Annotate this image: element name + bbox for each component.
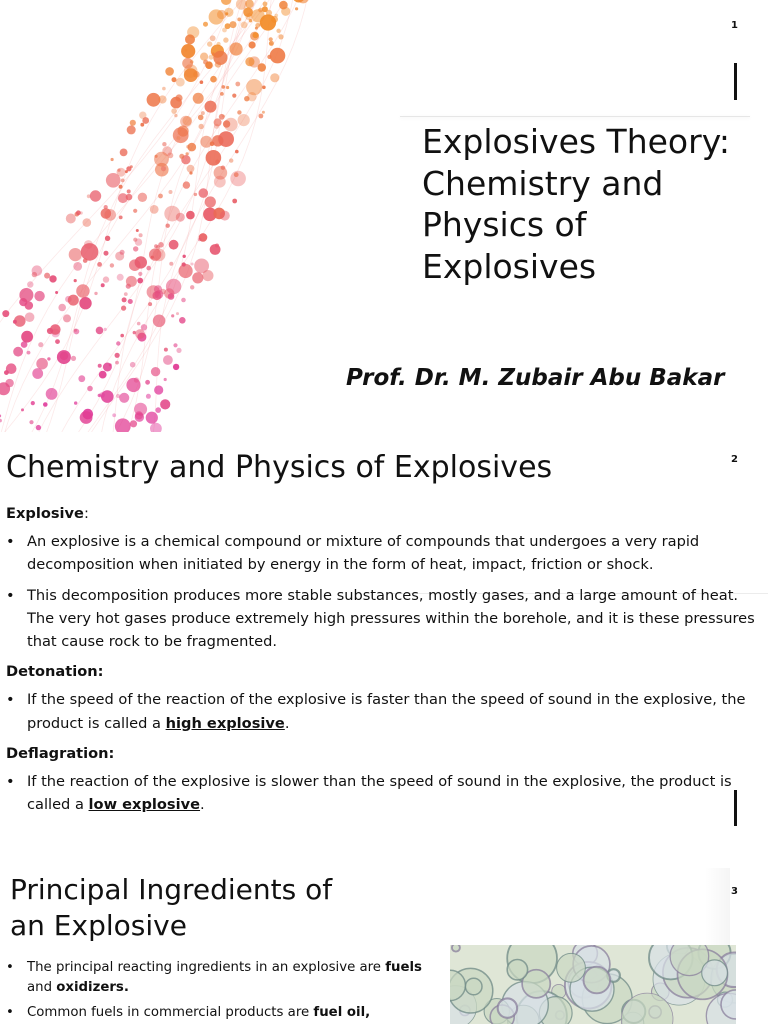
page-number: 2 [731,454,738,465]
art-dot [295,7,298,10]
divider [400,116,750,117]
art-dot [43,402,48,407]
art-dot [193,93,204,104]
art-dot [149,248,161,260]
art-dot [109,363,112,366]
art-dot [169,190,173,194]
art-dot [127,125,136,134]
art-dot [29,420,33,424]
art-dot [158,95,166,103]
bubble [452,945,460,952]
art-dot [275,14,279,18]
art-dot [224,118,238,132]
art-dot [230,42,243,55]
art-dot [245,13,252,20]
art-dot [202,270,213,281]
art-dot [218,131,234,147]
art-dot [224,8,233,17]
art-dot [237,18,241,22]
art-dot [192,272,203,283]
art-dot [83,218,92,227]
slide-title: Principal Ingredients of an Explosive [10,873,333,942]
art-dot [183,255,186,258]
art-dot [203,22,208,27]
art-dot [147,93,161,107]
bullet-item: • The principal reacting ingredients in an explosive are fuels and oxidizers. [6,958,436,997]
art-dot [27,351,31,355]
art-dot [262,111,265,114]
art-dot [153,315,166,328]
art-dot [55,339,60,344]
art-dot [120,334,124,338]
art-dot [176,312,179,315]
art-dot [229,158,233,162]
art-dot [187,165,195,173]
art-dot [214,124,219,129]
art-dot [155,290,164,299]
art-dot [36,425,41,430]
art-dot [139,233,143,237]
art-dot [135,256,147,268]
art-dot [166,224,170,228]
art-dot [137,322,141,326]
art-dot [130,362,136,368]
art-dot [186,211,195,220]
art-dot [230,21,237,28]
art-dot [47,328,53,334]
slide-1 [0,0,768,432]
art-dot [198,115,204,121]
art-dot [150,205,159,214]
art-dot [166,279,181,294]
art-dot [276,29,280,33]
art-dot [190,285,194,289]
bullet-item: • If the speed of the reaction of the explosive is faster than the speed of sound in the explosive, the product is called a high explosive. [6,688,766,734]
art-dot [181,44,195,58]
art-dot [119,216,123,220]
art-dot [210,76,217,83]
art-dot [191,263,194,266]
art-dot [13,320,17,324]
art-dot [117,274,124,281]
art-dot [236,0,247,10]
art-dot [162,142,166,146]
art-dot [80,211,83,214]
slide-body [6,502,766,816]
art-dot [47,357,50,360]
art-dot [179,154,184,159]
art-dot [99,392,105,398]
art-dot [27,281,33,287]
art-dot [124,292,128,296]
art-dot [217,42,221,46]
slide-2 [0,440,768,860]
art-dot [169,240,179,250]
art-dot [46,388,58,400]
art-dot [186,152,189,155]
art-dot [127,189,131,193]
art-dot [205,196,216,207]
art-dot [172,77,177,82]
art-dot [66,214,76,224]
art-dot [101,208,112,219]
art-dot [116,394,120,398]
art-dot [270,48,286,64]
art-dot [169,262,173,266]
art-dot [260,14,276,30]
art-dot [130,165,133,168]
art-dot [134,377,139,382]
art-dot [154,385,163,394]
art-dot [137,278,143,284]
art-dot [78,375,85,382]
art-dot [214,176,226,188]
art-dot [103,276,109,282]
page-number: 3 [731,886,738,897]
art-dot [104,251,109,256]
art-dot [201,111,205,115]
art-dot [115,361,119,365]
art-dot [185,34,195,44]
art-dot [222,85,226,89]
art-dot [119,185,123,189]
art-dot [0,414,1,417]
bubbles-photo [450,945,736,1024]
art-dot [138,193,147,202]
art-dot [244,96,249,101]
art-dot [121,306,126,311]
art-dot [44,273,50,279]
art-dot [207,41,212,46]
art-dot [179,317,186,324]
art-dot [225,23,231,29]
art-dot [269,37,273,41]
art-dot [171,314,174,317]
art-dot [126,276,137,287]
art-dot [120,250,125,255]
art-dot [79,297,91,309]
art-dot [194,193,197,196]
art-dot [182,262,186,266]
accent-bar [734,790,737,826]
art-dot [219,114,225,120]
art-dot [246,79,262,95]
art-dot [128,299,133,304]
art-dot [74,279,77,282]
art-dot [173,343,177,347]
art-dot [173,364,179,370]
art-dot [116,341,120,345]
art-dot [104,328,107,331]
art-dot [96,327,104,335]
art-dot [68,295,79,306]
art-dot [60,352,68,360]
art-dot [168,293,175,300]
art-dot [97,262,102,267]
art-dot [174,114,177,117]
bubble [702,960,728,986]
art-dot [183,181,190,188]
art-dot [184,68,198,82]
art-dot [94,292,97,295]
art-dot [101,283,105,287]
art-dot [13,347,23,357]
art-dot [258,63,266,71]
art-dot [178,126,189,137]
art-dot [6,363,17,374]
art-dot [55,291,58,294]
art-dot [135,329,145,339]
art-dot [19,288,33,302]
art-dot [58,304,66,312]
art-dot [200,80,204,84]
art-dot [269,41,274,46]
art-dot [71,356,76,361]
art-dot [179,264,193,278]
art-dot [154,152,169,167]
art-dot [210,35,216,41]
art-dot [90,190,101,201]
art-dot [188,143,197,152]
art-dot [38,342,43,347]
art-dot [177,136,181,140]
art-dot [145,380,150,385]
art-dot [32,272,37,277]
art-dot [111,158,114,161]
art-dot [245,57,254,66]
art-dot [210,244,221,255]
art-dot [110,263,114,267]
art-dot [99,371,107,379]
art-dot [200,53,208,61]
bubble [584,967,611,994]
art-dot [232,94,236,98]
art-dot [270,73,279,82]
art-dot [232,199,237,204]
term-detonation: Detonation: [6,663,104,681]
art-dot [146,394,151,399]
art-dot [115,418,131,432]
bullet-item: • An explosive is a chemical compound or mixture of compounds that undergoes a very rapid decomposition when initiated by energy in the form of heat, impact, friction or shock. [6,530,766,576]
art-dot [106,173,121,188]
art-dot [25,312,35,322]
art-dot [80,411,93,424]
art-dot [142,117,149,124]
art-dot [156,245,159,248]
art-dot [223,37,228,42]
art-dot [161,166,166,171]
art-dot [0,419,2,423]
accent-bar [734,63,737,100]
art-dot [182,58,193,69]
art-dot [199,124,204,129]
art-dot [249,41,256,48]
slide-title: Chemistry and Physics of Explosives [6,450,553,485]
art-dot [215,160,219,164]
art-dot [122,297,127,302]
art-dot [199,188,209,198]
art-dot [112,413,116,417]
art-dot [83,258,88,263]
art-dot [165,67,174,76]
art-dot [176,78,185,87]
art-dot [235,82,240,87]
art-dot [21,341,28,348]
art-dot [181,298,186,303]
art-dot [130,420,137,427]
art-dot [200,136,212,148]
art-dot [259,114,264,119]
art-dot [69,248,82,261]
art-dot [213,51,227,65]
art-dot [150,423,162,432]
art-dot [105,236,110,241]
art-dot [241,22,248,29]
art-dot [160,399,170,409]
art-dot [238,114,250,126]
art-dot [25,301,34,310]
art-dot [205,61,213,69]
art-dot [230,171,246,187]
art-dot [21,408,24,411]
art-strand [28,0,273,432]
particle-art [0,0,380,432]
art-dot [74,329,77,332]
term-deflagration: Deflagration: [6,744,115,762]
art-dot [119,393,129,403]
art-dot [49,275,56,282]
art-dot [164,378,167,381]
art-dot [220,92,224,96]
bubble [498,998,517,1017]
art-dot [262,6,268,12]
art-dot [209,9,224,24]
art-dot [164,206,180,222]
art-dot [133,209,137,213]
slide-body [6,958,436,1023]
art-dot [34,291,44,301]
art-dot [155,407,161,413]
author-name: Prof. Dr. M. Zubair Abu Bakar [346,365,725,391]
art-dot [133,238,137,242]
art-dot [81,243,99,261]
bubble [507,960,527,980]
art-dot [237,110,241,114]
art-dot [130,120,136,126]
art-dot [162,87,166,91]
art-dot [21,331,33,343]
keyword-low-explosive: low explosive [88,796,201,814]
art-dot [267,55,271,59]
art-dot [278,34,283,39]
art-dot [235,150,239,154]
art-dot [183,116,193,126]
art-dot [134,403,147,416]
art-dot [164,348,168,352]
art-dot [133,331,136,334]
art-dot [36,358,48,370]
art-dot [205,101,217,113]
bubble [557,953,586,982]
slide-title: Explosives Theory: Chemistry and Physics of Explosives [422,122,730,286]
art-dot [146,266,151,271]
art-dot [176,348,181,353]
art-dot [76,284,89,297]
art-dot [136,229,139,232]
art-dot [63,314,71,322]
art-dot [32,368,43,379]
bullet-item: • If the reaction of the explosive is slower than the speed of sound in the explosive, the product is called a low explosive. [6,770,766,816]
art-dot [98,364,102,368]
art-dot [73,262,82,271]
page-number: 1 [731,20,738,31]
art-dot [253,32,259,38]
art-dot [220,211,230,221]
art-dot [151,367,160,376]
art-dot [279,1,288,10]
art-dot [263,2,268,7]
bubble [465,978,482,995]
art-dot [74,401,77,404]
art-dot [31,401,35,405]
art-dot [226,86,229,89]
art-dot [115,353,120,358]
art-dot [120,149,128,157]
art-dot [255,27,258,30]
art-dot [2,310,9,317]
art-dot [138,272,142,276]
slide-3 [0,868,768,1024]
art-dot [163,355,173,365]
art-dot [87,386,93,392]
art-dot [121,179,125,183]
art-dot [133,246,138,251]
art-dot [198,238,202,242]
art-dot [148,302,152,306]
art-strand [44,0,280,432]
art-dot [175,94,182,101]
art-strand [0,0,235,432]
art-dot [140,123,144,127]
art-dot [118,193,128,203]
term-explosive: Explosive: [6,505,89,522]
art-dot [146,412,158,424]
bullet-item: • Common fuels in commercial products are fuel oil, [6,1003,436,1023]
keyword-high-explosive: high explosive [165,714,285,732]
art-dot [262,86,266,90]
bullet-item: • This decomposition produces more stable substances, mostly gases, and a large amount of heat. The very hot gases produce extremely high pressures within the borehole, and it is these pressures that cause rock to be fragmented. [6,584,766,654]
art-dot [158,194,163,199]
art-dot [171,108,177,114]
art-dot [234,172,239,177]
